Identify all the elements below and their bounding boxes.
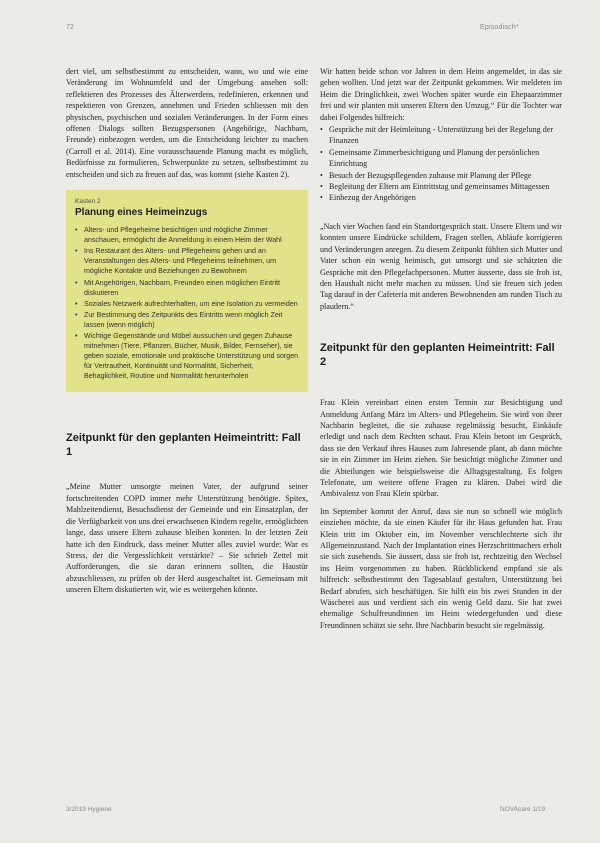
list-item: • Wichtige Gegenstände und Möbel aussuchen und gegen Zuhause mitnehmen (Tiere, Pflanzen, Bücher, Musik, Bilder, Fernseher), sie geben soziale, emotionale und praktische Unterstützung und sorgen für Vertrautheit, Kontinuität und Normalität, Sicherheit, Behaglichkeit, Routine und Normalität herunterholen xyxy=(75,331,299,381)
list-item: • Mit Angehörigen, Nachbarn, Freunden einen möglichen Eintritt diskutieren xyxy=(75,278,299,298)
list-item: • Ins Restaurant des Alters- und Pflegeheims gehen und an Veranstaltungen des Alters- und Pflegeheims teilnehmen, um mögliche Kontakte und Beziehungen zu Bewohnern xyxy=(75,246,299,276)
section-heading-case-1: Zeitpunkt für den geplanten Heimeintritt: Fall 1 xyxy=(66,432,301,458)
section-heading-case-2: Zeitpunkt für den geplanten Heimeintritt: Fall 2 xyxy=(320,342,555,368)
list-item: • Besuch der Bezugspflegenden zuhause mit Planung der Pflege xyxy=(320,170,562,181)
page-number: 72 xyxy=(66,24,74,31)
footer-right: NOVAcare 1/19 xyxy=(500,806,546,813)
continuation-paragraph: Wir hatten beide schon vor Jahren in dem Heim angemeldet, in das sie gehen wollten. Und jetzt war der Zeitpunkt gekommen. Wir meldeten im Heim die Dringlichkeit, zwei Wochen später wurde ein Ehepaarzimmer frei und wir planten mit unseren Eltern den Umzug.“ Für die Tochter war dabei Folgendes hilfreich: xyxy=(320,67,562,122)
case-2-paragraph-1: Frau Klein vereinbart einen ersten Termin zur Besichtigung und Anmeldung Anfang März im Alters- und Pflegeheim. Sie wird von ihrer Nachbarin begleitet, die sie zuhause regelmässig besucht, Einkäufe erledigt und nach dem Rechten schaut. Frau Klein betont im Gespräch, dass sie den Verkauf ihres Hauses zum Jahresende plant, ab dann möchte sie in ein Zimmer im Heim ziehen. Sie besichtigt mögliche Zimmer und die Abteilungen wie beispielsweise die Alltagsgestaltung. Es folgen Telefonate, um weitere offene Fragen zu klären. Dabei wird die Ambivalenz von Frau Klein spürbar. xyxy=(320,398,562,499)
left-column xyxy=(66,66,308,596)
quote-paragraph: „Nach vier Wochen fand ein Standortgespräch statt. Unsere Eltern und wir konnten unsere Eindrücke schildern, Fragen stellen, Abläufe korrigieren und Veränderungen anregen. Zu diesem Zeitpunkt fühlten sich Mutter und Vater schon ein wenig heimisch, gut umsorgt und sie schätzten die Gespräche mit den Pflegefachpersonen. Mutter äusserte, dass sie froh ist, den Haushalt nicht mehr machen zu müssen. Und sie freuen sich jeden Tag darauf in der Cafeteria mit anderen Bewohnenden am runden Tisch zu plaudern.“ xyxy=(320,221,562,311)
intro-paragraph: dert viel, um selbstbestimmt zu entscheiden, wann, wo und wie eine Veränderung im Wohnumfeld und der Umgebung ansehen soll: reflektieren des Prozesses des Älterwerdens, redefinieren, erkennen und respektieren von Grenzen, annehmen und Frieden schliessen mit den physischen, psychischen und sozialen Veränderungen. In der Form eines offenen Dialogs sollten Bezugspersonen (Angehörige, Nachbarn, Freunde) einbezogen werden, um die Entscheidung leichter zu machen (Carroll et al. 2014). Eine vorausschauende Planung macht es möglich, Bedürfnisse zu formulieren, Schwerpunkte zu setzen, selbstbestimmt zu entscheiden und sich zu freuen auf das, was kommt (siehe Kasten 2). xyxy=(66,67,308,179)
list-item: • Gemeinsame Zimmerbesichtigung und Planung der persönlichen Einrichtung xyxy=(320,147,562,170)
right-column xyxy=(320,66,562,631)
running-header: Episodisch* xyxy=(480,24,519,31)
list-item: • Begleitung der Eltern am Eintrittstag und gemeinsames Mittagessen xyxy=(320,181,562,192)
list-item: • Alters- und Pflegeheime besichtigen und mögliche Zimmer anschauen, ermöglicht die Anmeldung in einem Heim der Wahl xyxy=(75,225,299,245)
box-label: Kasten 2 xyxy=(75,198,101,206)
list-item: • Einbezug der Angehörigen xyxy=(320,192,562,203)
box-list xyxy=(75,225,299,381)
footer-left: 3/2019 Hygiene xyxy=(66,806,112,813)
box-title: Planung eines Heimeinzugs xyxy=(75,207,208,219)
helpful-list xyxy=(320,124,562,204)
list-item: • Soziales Netzwerk aufrechterhalten, um eine Isolation zu vermeiden xyxy=(75,299,299,309)
info-box xyxy=(66,190,308,392)
list-item: • Zur Bestimmung des Zeitpunkts des Eintritts wenn möglich Zeit lassen (wenn möglich) xyxy=(75,310,299,330)
list-item: • Gespräche mit der Heimleitung - Unterstützung bei der Regelung der Finanzen xyxy=(320,124,562,147)
case-2-paragraph-2: Im September kommt der Anruf, dass sie nun so schnell wie möglich einziehen möchte, da sie einen Käufer für ihr Haus gefunden hat. Frau Klein tritt im Oktober ein, im November verschlechterte sich ihr Allgemeinzustand. Nach der Implantation eines Herzschrittmachers erholt sie sich zusehends. Sie äussert, dass sie froh ist, rechtzeitig den Wechsel ins Heim vorgenommen zu haben. Rückblickend empfand sie als hilfreich: selbstbestimmt den Tagesablauf gestalten, Unterstützung bei Bedarf abrufen, sich beschäftigen. Sie hilft ein bis zwei Stunden in der Wäscherei aus und verdient sich ein wenig Geld dazu. Sie hat zwei ehemalige Schulfreundinnen im Heim wiedergefunden und diese Freundinnen schätzt sie sehr. Ihre Nachbarin besucht sie regelmässig. xyxy=(320,506,562,630)
case-1-paragraph: „Meine Mutter umsorgte meinen Vater, der aufgrund seiner fortschreitenden COPD immer mehr Unterstützung benötigte. Spitex, Mahlzeitendienst, Besuchsdienst der Gemeinde und ein Einsatzplan, der die Verfügbarkeit von uns drei erwachsenen Kindern regelte, ermöglichten lange, dass unsere Eltern zuhause bleiben konnten. In der letzten Zeit hatte ich den Eindruck, dass meiner Mutter alles zuviel wurde: War es Stress, der die Vergesslichkeit verstärkte? – Sie schrieb Zettel mit Aufforderungen, die sie daran erinnern sollten, die Haustür abzuschliessen, zu prüfen ob der Herd ausgeschaltet ist. Gemeinsam mit unseren Eltern diskutierten wir, wie es weitergehen könnte. xyxy=(66,482,308,595)
